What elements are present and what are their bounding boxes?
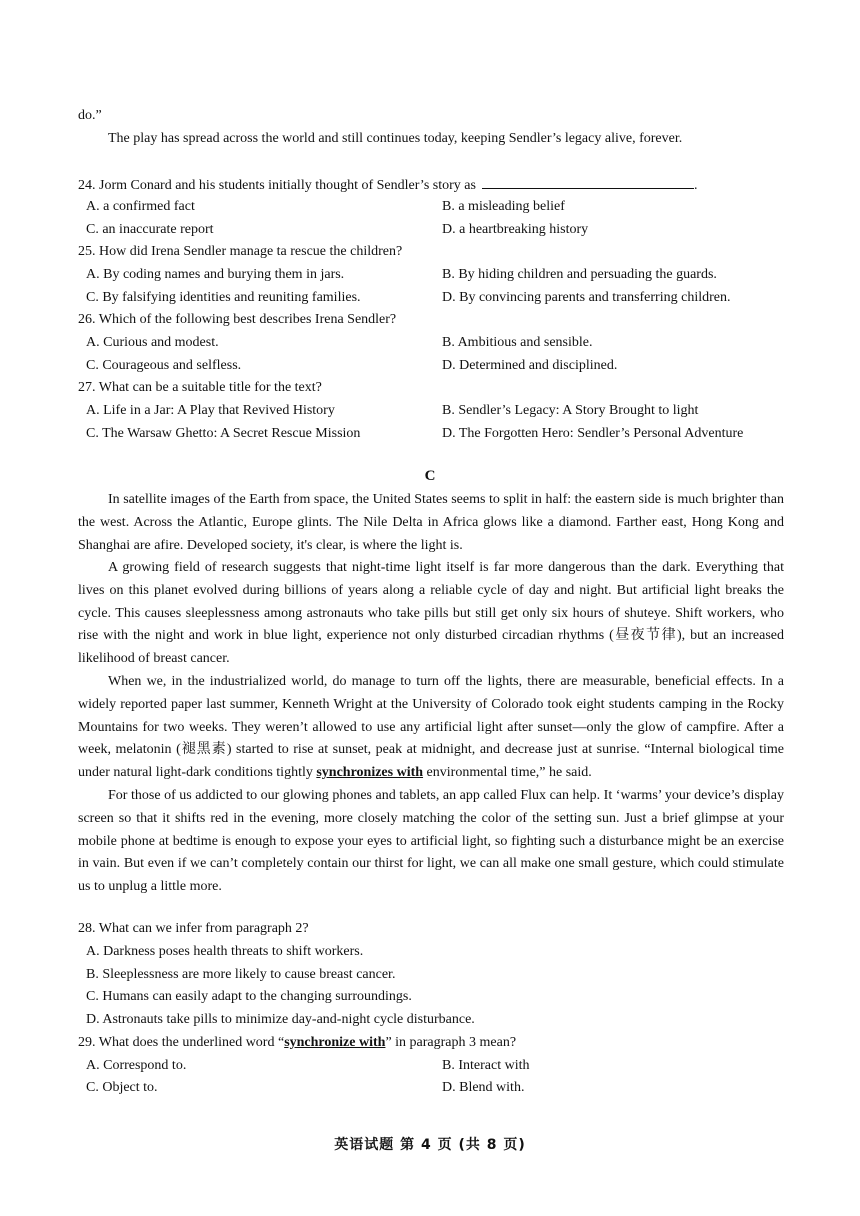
question-25-option-c: C. By falsifying identities and reuniting families. <box>86 290 361 305</box>
question-25-stem: 25. How did Irena Sendler manage ta rescue the children? <box>78 244 403 259</box>
paragraph-3-text-end: environmental time,” he said. <box>426 765 592 781</box>
question-26-option-d: D. Determined and disciplined. <box>442 358 618 373</box>
answer-blank <box>482 176 694 189</box>
question-27-option-d: D. The Forgotten Hero: Sendler’s Personal Adventure <box>442 426 744 441</box>
question-24-option-d: D. a heartbreaking history <box>442 222 589 237</box>
question-28-stem: 28. What can we infer from paragraph 2? <box>78 921 309 936</box>
passage-c-paragraph-2: A growing field of research suggests that night-time light itself is far more dangerous than the dark. Everything that lives on this planet evolved during billions of years along a reliable cycle of day and night. But artificial light breaks the cycle. This causes sleeplessness among astronauts who take pills but still get only six hours of shuteye. Shift workers, who rise with the night and work in blue light, experience not only disturbed circadian rhythms (昼夜节律), but an increased likelihood of breast cancer. <box>78 560 784 667</box>
question-24-option-a: A. a confirmed fact <box>86 199 195 214</box>
passage-c-paragraph-1: In satellite images of the Earth from space, the United States seems to split in half: the eastern side is much brighter than the west. Across the Atlantic, Europe glints. The Nile Delta in Africa glows like a diamond. Farther east, Hong Kong and Shanghai are afire. Developed society, it's clear, is where the light is. <box>78 492 784 553</box>
section-c-heading: C <box>424 468 436 484</box>
passage-b-closing-sentence: The play has spread across the world and still continues today, keeping Sendler’s legacy alive, forever. <box>108 131 683 146</box>
question-29-option-c: C. Object to. <box>86 1080 158 1095</box>
question-29-text-end: ” in paragraph 3 mean? <box>385 1035 517 1050</box>
page-footer: 英语试题 第 4 页 (共 8 页) <box>334 1137 526 1153</box>
question-24-stem <box>78 176 697 195</box>
paragraph-3-text: When we, in the industrialized world, do manage to turn off the lights, there are measurable, beneficial effects. In a widely reported paper last summer, Kenneth Wright at the University of Colorado took eight students camping in the Rocky Mountains for two weeks. They weren’t allowed to use any artificial light after sunset—only the glow of campfire. After a week, melatonin (褪黑素) started to rise at sunset, peak at midnight, and decrease just at sunrise. “Internal biological time under natural light-dark conditions tightly <box>78 674 784 781</box>
passage-b-last-line: do.” <box>78 108 102 123</box>
question-26-stem: 26. Which of the following best describes Irena Sendler? <box>78 312 397 327</box>
question-29-option-a: A. Correspond to. <box>86 1058 187 1073</box>
question-25-option-b: B. By hiding children and persuading the guards. <box>442 267 717 282</box>
passage-c-paragraph-4: For those of us addicted to our glowing phones and tablets, an app called Flux can help. It ‘warms’ your device’s display screen so that it shifts red in the evening, more closely matching the color of the setting sun. Just a brief glimpse at your mobile phone at bedtime is enough to expose your eyes to artificial light, so fighting such a disturbance might be an exercise in vain. But even if we can’t completely contain our thirst for light, we can all make one small gesture, which could stimulate us to unplug a little more. <box>78 788 784 895</box>
question-27-option-a: A. Life in a Jar: A Play that Revived History <box>86 403 335 418</box>
question-29-stem <box>78 1034 516 1052</box>
question-25-option-a: A. By coding names and burying them in jars. <box>86 267 345 282</box>
underlined-phrase: synchronizes with <box>316 765 424 781</box>
question-24-option-b: B. a misleading belief <box>442 199 565 214</box>
question-29-option-d: D. Blend with. <box>442 1080 525 1095</box>
question-26-option-c: C. Courageous and selfless. <box>86 358 242 373</box>
question-24-text: 24. Jorm Conard and his students initially thought of Sendler’s story as <box>78 178 476 193</box>
question-27-option-b: B. Sendler’s Legacy: A Story Brought to light <box>442 403 699 418</box>
question-25-option-d: D. By convincing parents and transferring children. <box>442 290 731 305</box>
question-28-option-a: A. Darkness poses health threats to shift workers. <box>86 944 364 959</box>
question-26-option-b: B. Ambitious and sensible. <box>442 335 593 350</box>
question-28-option-c: C. Humans can easily adapt to the changing surroundings. <box>86 989 412 1004</box>
question-27-option-c: C. The Warsaw Ghetto: A Secret Rescue Mission <box>86 426 361 441</box>
question-24-option-c: C. an inaccurate report <box>86 222 214 237</box>
question-27-stem: 27. What can be a suitable title for the text? <box>78 380 322 395</box>
passage-c-paragraph-3 <box>78 671 784 785</box>
question-29-underlined-phrase: synchronize with <box>284 1035 386 1050</box>
question-28-option-b: B. Sleeplessness are more likely to cause breast cancer. <box>86 967 396 982</box>
question-26-option-a: A. Curious and modest. <box>86 335 219 350</box>
question-29-option-b: B. Interact with <box>442 1058 530 1073</box>
question-29-text: 29. What does the underlined word “ <box>78 1035 285 1050</box>
question-28-option-d: D. Astronauts take pills to minimize day-and-night cycle disturbance. <box>86 1012 475 1027</box>
question-24-period: . <box>693 178 698 193</box>
